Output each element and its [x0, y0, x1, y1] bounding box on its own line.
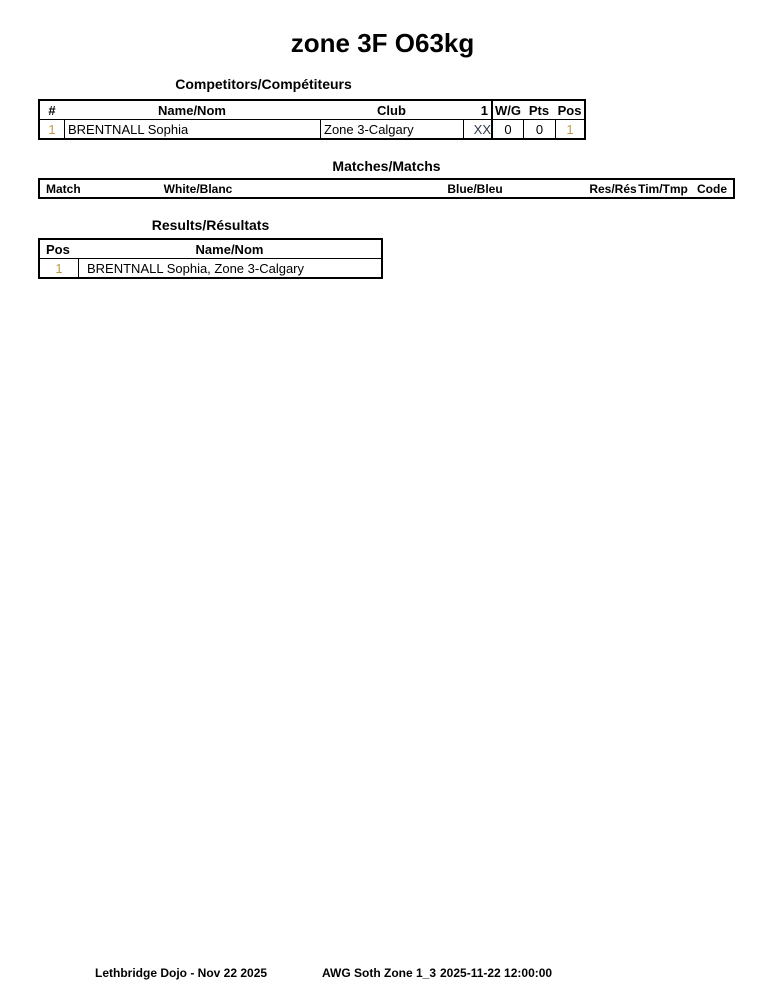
footer-event-name: AWG Soth Zone 1_3 — [322, 966, 437, 980]
matches-header-match: Match — [46, 181, 81, 196]
competitors-header-pos: Pos — [557, 102, 582, 118]
competitor-wg: 0 — [491, 120, 523, 138]
competitors-header-name: Name/Nom — [158, 102, 226, 118]
competitor-pts: 0 — [523, 120, 555, 138]
competitors-header-row — [40, 101, 584, 120]
result-name: BRENTNALL Sophia, Zone 3-Calgary — [78, 259, 381, 277]
matches-header-white: White/Blanc — [163, 181, 233, 196]
footer-venue: Lethbridge Dojo - Nov 22 2025 — [95, 966, 268, 980]
competitors-header-pts: Pts — [528, 102, 550, 118]
matches-header-code: Code — [697, 181, 727, 196]
competitors-table — [38, 99, 586, 140]
matches-section-title: Matches/Matchs — [332, 158, 441, 174]
matches-header-tim: Tim/Tmp — [638, 181, 688, 196]
page-title: zone 3F O63kg — [290, 28, 475, 58]
results-table — [38, 238, 383, 279]
results-header-name: Name/Nom — [195, 241, 264, 257]
results-section-title: Results/Résultats — [151, 217, 270, 233]
matches-header-blue: Blue/Bleu — [447, 181, 503, 196]
competitors-header-club: Club — [377, 102, 406, 118]
competitor-num: 1 — [48, 121, 56, 137]
competitors-header-wg: W/G — [491, 101, 523, 119]
result-row — [40, 259, 381, 277]
competitors-header-round1: 1 — [480, 102, 488, 118]
competitor-pos: 1 — [555, 120, 584, 138]
footer-datetime: 2025-11-22 12:00:00 — [440, 966, 553, 980]
results-header-pos: Pos — [46, 241, 70, 257]
result-pos: 1 — [55, 260, 63, 276]
matches-header-res: Res/Rés — [589, 181, 637, 196]
competitor-club: Zone 3-Calgary — [320, 120, 463, 138]
competitor-round1-cell: XX — [463, 120, 491, 138]
competitors-header-num: # — [48, 102, 56, 118]
results-header-row — [40, 240, 381, 259]
competitor-row — [40, 120, 584, 138]
competitors-section-title: Competitors/Compétiteurs — [175, 76, 352, 92]
competitor-name: BRENTNALL Sophia — [64, 120, 320, 138]
matches-table — [38, 178, 735, 199]
